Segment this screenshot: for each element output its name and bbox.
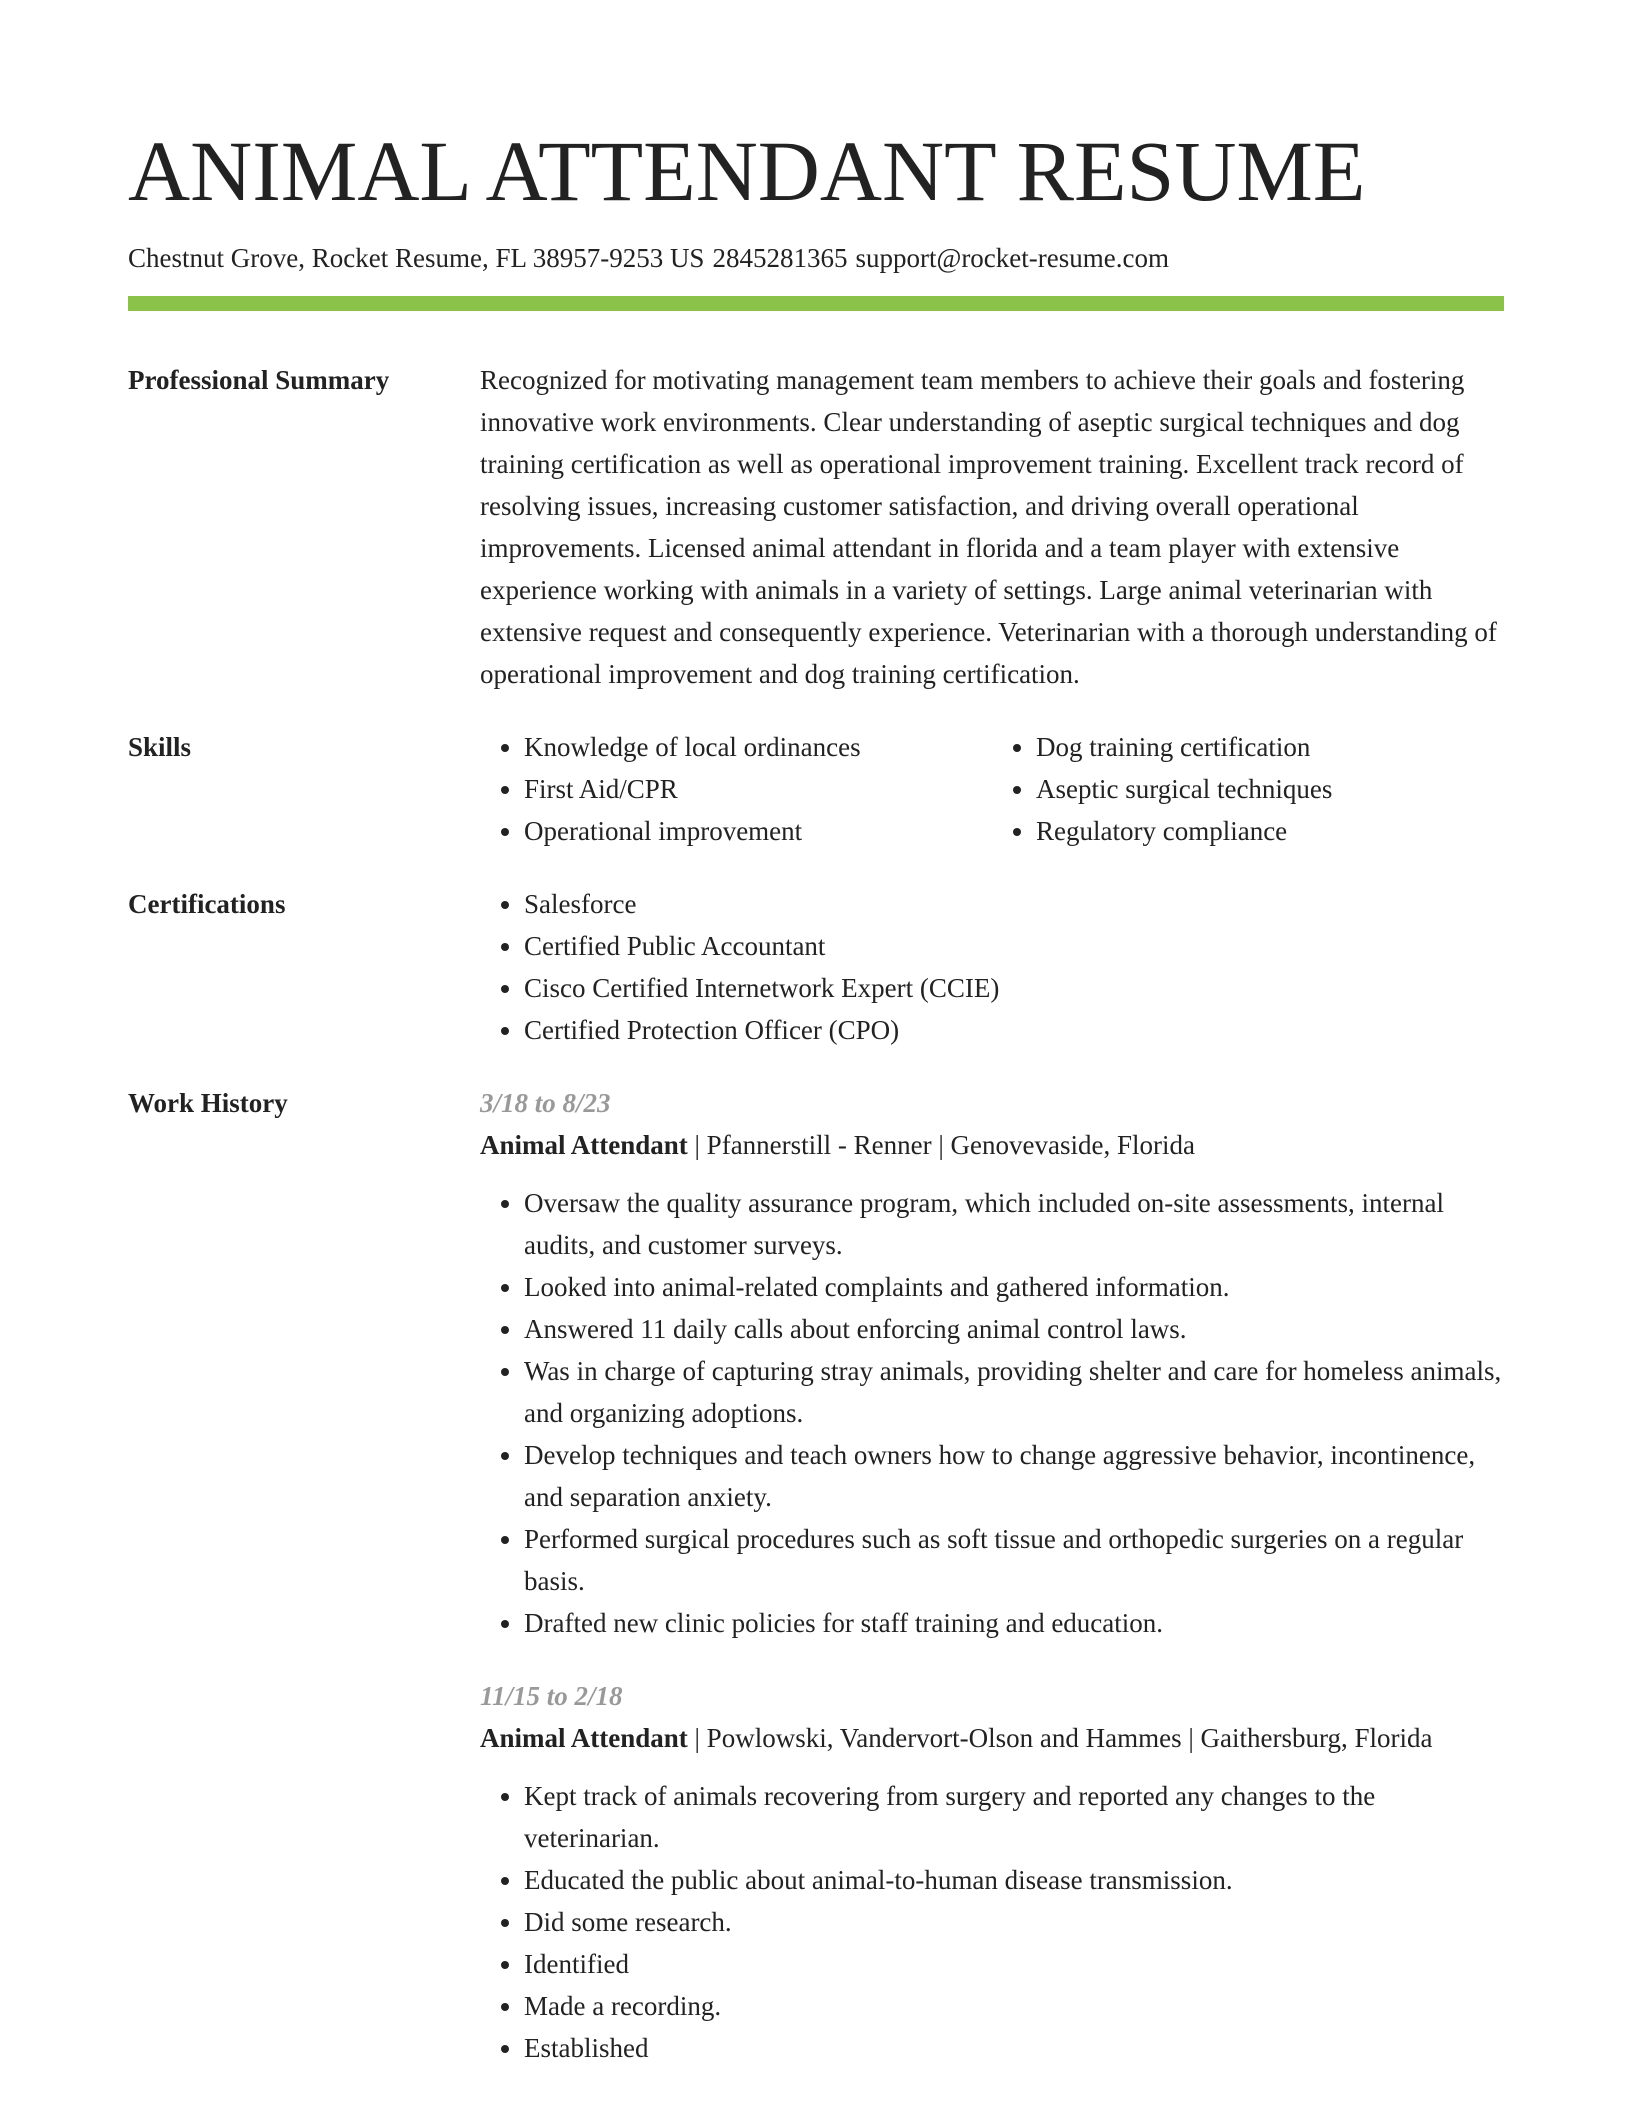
page-title: ANIMAL ATTENDANT RESUME [128,123,1366,219]
certifications-section [128,883,1504,1051]
certifications-list [480,883,1504,1051]
job-bullet: • Answered 11 daily calls about enforcing animal control laws. [524,1308,1504,1350]
certification-item: • Certified Public Accountant [524,925,1504,967]
work-history-section [128,1082,1504,2069]
job-bullet: • Performed surgical procedures such as soft tissue and orthopedic surgeries on a regular basis. [524,1518,1504,1602]
job-header [480,1717,1504,1759]
skill-item: • Operational improvement [524,810,992,852]
job-dates: 11/15 to 2/18 [480,1681,623,1711]
skills-heading: Skills [128,732,192,762]
skills-list-left [480,726,992,852]
certification-item: • Certified Protection Officer (CPO) [524,1009,1504,1051]
job-bullet: • Oversaw the quality assurance program, which included on-site assessments, internal audits, and customer surveys. [524,1182,1504,1266]
job-bullets [480,1775,1504,2069]
contact-line [128,240,1504,276]
certification-item: • Salesforce [524,883,1504,925]
certification-item: • Cisco Certified Internetwork Expert (CCIE) [524,967,1504,1009]
job-bullet: • Did some research. [524,1901,1504,1943]
contact-phone: 2845281365 [712,243,848,273]
summary-section [128,359,1504,695]
contact-email: support@rocket-resume.com [855,243,1169,273]
job-entry [480,1675,1504,2069]
job-bullet: • Looked into animal-related complaints and gathered information. [524,1266,1504,1308]
job-header [480,1124,1504,1166]
job-entry [480,1082,1504,1644]
job-details: | Pfannerstill - Renner | Genovevaside, Florida [687,1130,1195,1160]
skills-grid [480,726,1504,852]
accent-divider [128,296,1504,311]
job-bullets [480,1182,1504,1644]
job-dates: 3/18 to 8/23 [480,1088,611,1118]
skill-item: • Regulatory compliance [1036,810,1504,852]
contact-address: Chestnut Grove, Rocket Resume, FL 38957-9253 US [128,243,705,273]
job-bullet: • Develop techniques and teach owners how to change aggressive behavior, incontinence, and separation anxiety. [524,1434,1504,1518]
skill-item: • Aseptic surgical techniques [1036,768,1504,810]
job-bullet: • Educated the public about animal-to-human disease transmission. [524,1859,1504,1901]
certifications-heading: Certifications [128,889,286,919]
job-bullet: • Made a recording. [524,1985,1504,2027]
skills-list-right [992,726,1504,852]
job-bullet: • Was in charge of capturing stray animals, providing shelter and care for homeless animals, and organizing adoptions. [524,1350,1504,1434]
job-bullet: • Kept track of animals recovering from surgery and reported any changes to the veterinarian. [524,1775,1504,1859]
job-bullet: • Identified [524,1943,1504,1985]
skill-item: • Dog training certification [1036,726,1504,768]
job-title: Animal Attendant [480,1723,688,1753]
work-history-heading: Work History [128,1088,288,1118]
summary-text: Recognized for motivating management team members to achieve their goals and fostering innovative work environments. Clear understanding of aseptic surgical techniques and dog training certification as well as operational improvement training. Excellent track record of resolving issues, increasing customer satisfaction, and driving overall operational improvements. Licensed animal attendant in florida and a team player with extensive experience working with animals in a variety of settings. Large animal veterinarian with extensive request and consequently experience. Veterinarian with a thorough understanding of operational improvement and dog training certification. [480,365,1497,689]
job-title: Animal Attendant [480,1130,688,1160]
job-details: | Powlowski, Vandervort-Olson and Hammes | Gaithersburg, Florida [687,1723,1433,1753]
skill-item: • Knowledge of local ordinances [524,726,992,768]
job-bullet: • Drafted new clinic policies for staff training and education. [524,1602,1504,1644]
skill-item: • First Aid/CPR [524,768,992,810]
summary-heading: Professional Summary [128,365,390,395]
skills-section [128,726,1504,852]
resume-page [128,0,1504,2069]
job-bullet: • Established [524,2027,1504,2069]
